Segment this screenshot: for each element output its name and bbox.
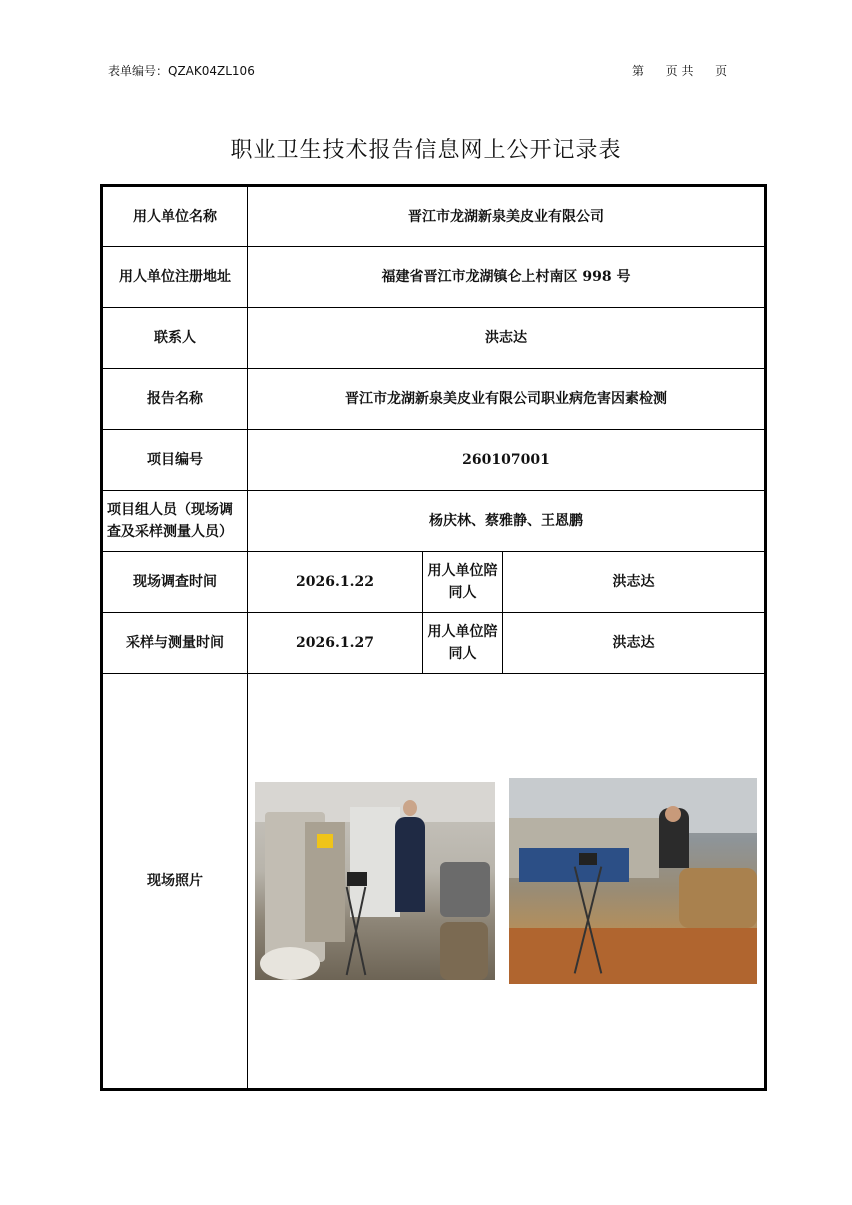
photos-cell <box>248 674 766 1090</box>
row-photos <box>102 674 766 1090</box>
sampling-escort-label: 用人单位陪同人 <box>423 613 503 674</box>
record-table <box>100 184 767 1091</box>
employer-name-label: 用人单位名称 <box>102 186 248 247</box>
survey-escort-label: 用人单位陪同人 <box>423 552 503 613</box>
contact-value: 洪志达 <box>248 308 766 369</box>
employer-address-label: 用人单位注册地址 <box>102 247 248 308</box>
sampling-date: 2026.1.27 <box>248 613 423 674</box>
row-survey <box>102 552 766 613</box>
survey-date: 2026.1.22 <box>248 552 423 613</box>
employer-name-value: 晋江市龙湖新泉美皮业有限公司 <box>248 186 766 247</box>
photos-label: 现场照片 <box>102 674 248 1090</box>
report-name-label: 报告名称 <box>102 369 248 430</box>
row-contact <box>102 308 766 369</box>
project-no-value: 260107001 <box>248 430 766 491</box>
page-label-b: 页 共 <box>665 64 694 78</box>
team-value: 杨庆林、蔡雅静、王恩鹏 <box>248 491 766 552</box>
row-employer-address <box>102 247 766 308</box>
row-report-name <box>102 369 766 430</box>
sampling-escort: 洪志达 <box>503 613 766 674</box>
project-no-label: 项目编号 <box>102 430 248 491</box>
team-label: 项目组人员（现场调查及采样测量人员） <box>102 491 248 552</box>
row-employer-name <box>102 186 766 247</box>
page-label-a: 第 <box>632 64 645 78</box>
row-project-no <box>102 430 766 491</box>
page-label-c: 页 <box>715 64 728 78</box>
page-number <box>632 62 727 79</box>
site-photo-1 <box>255 782 495 980</box>
page-title: 职业卫生技术报告信息网上公开记录表 <box>230 138 622 163</box>
sampling-label: 采样与测量时间 <box>102 613 248 674</box>
site-photo-2 <box>509 778 757 984</box>
report-name-value: 晋江市龙湖新泉美皮业有限公司职业病危害因素检测 <box>248 369 766 430</box>
survey-escort: 洪志达 <box>503 552 766 613</box>
row-sampling <box>102 613 766 674</box>
contact-label: 联系人 <box>102 308 248 369</box>
row-team <box>102 491 766 552</box>
employer-address-value: 福建省晋江市龙湖镇仑上村南区 998 号 <box>248 247 766 308</box>
form-number: 表单编号：QZAK04ZL106 <box>108 64 255 78</box>
survey-label: 现场调查时间 <box>102 552 248 613</box>
